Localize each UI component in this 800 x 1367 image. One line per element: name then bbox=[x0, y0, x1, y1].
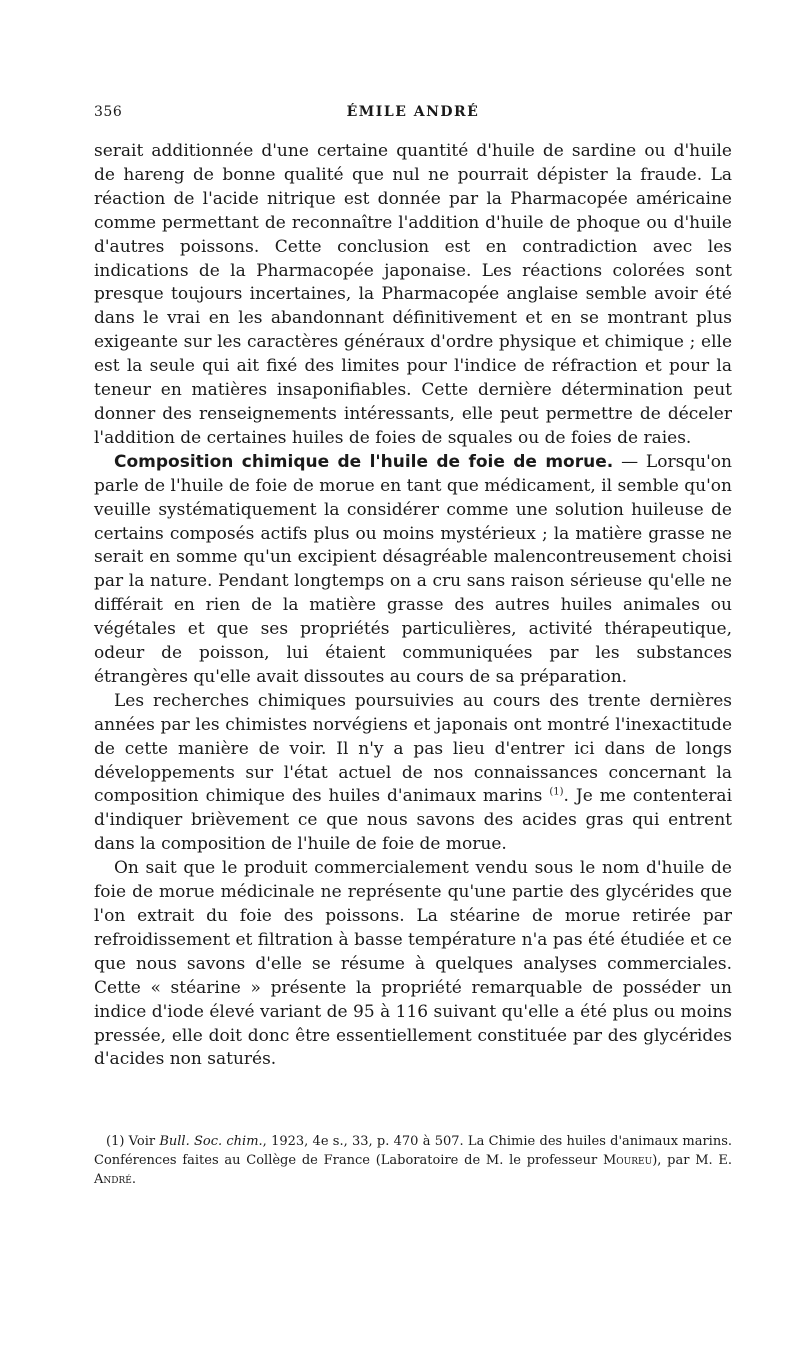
footnote-text bbox=[94, 1132, 732, 1189]
footnote-reference: (1) bbox=[549, 786, 564, 798]
running-head-author: ÉMILE ANDRÉ bbox=[346, 104, 480, 120]
paragraph-continuation: serait additionnée d'une certaine quantité d'huile de sardine ou d'huile de hareng de bonne qualité que nul ne pourrait dépister la fraude. La réaction de l'acide nitrique est donnée par la Pharmacopée américaine comme permettant de reconnaître l'addition d'huile de phoque ou d'huile d'autres poissons. Cette conclusion est en contradiction avec les indications de la Pharmacopée japonaise. Les réactions colorées sont presque toujours incertaines, la Pharmacopée anglaise semble avoir été dans le vrai en les abandonnant définitivement et en se montrant plus exigeante sur les caractères généraux d'ordre physique et chimique ; elle est la seule qui ait fixé des limites pour l'indice de réfraction et pour la teneur en matières insaponifiables. Cette dernière détermination peut donner des renseignements intéressants, elle peut permettre de déceler l'addition de certaines huiles de foies de squales ou de foies de raies. bbox=[94, 141, 732, 448]
paragraph-composition-body: — Lorsqu'on parle de l'huile de foie de morue en tant que médicament, il semble qu'on veuille systématiquement la considérer comme une solution huileuse de certains composés actifs plus ou moins mystérieux ; la matière grasse ne serait en somme qu'un excipient désagréable malencontreusement choisi par la nature. Pendant longtemps on a cru sans raison sérieuse qu'elle ne différait en rien de la matière grasse des autres huiles animales ou végétales et que ses propriétés particulières, activité thérapeutique, odeur de poisson, lui étaient communiquées par les substances étrangères qu'elle avait dissoutes au cours de sa préparation. bbox=[94, 451, 732, 687]
paragraph-research-text-after: . Je me contenterai d'indiquer brièvement ce que nous savons des acides gras qui entrent dans la composition de l'huile de foie de morue. bbox=[94, 786, 733, 855]
footnote bbox=[94, 1132, 732, 1189]
footnote-lead: (1) Voir bbox=[106, 1134, 160, 1149]
footnote-professor: Moureu bbox=[602, 1153, 653, 1168]
footnote-author: André bbox=[94, 1172, 132, 1187]
footnote-after-professor: ), par M. E. bbox=[652, 1153, 733, 1168]
footnote-middle: , 1923, 4e s., 33, p. 470 à 507. La Chimie des huiles d'animaux marins. Conférences faites au Collège de France (Laboratoire de M. le professeur bbox=[94, 1134, 732, 1168]
footnote-end: . bbox=[131, 1172, 136, 1187]
paragraph-composition bbox=[94, 451, 732, 690]
paragraph-research bbox=[94, 690, 732, 857]
paragraph-research-text-before: Les recherches chimiques poursuivies au cours des trente dernières années par les chimistes norvégiens et japonais ont montré l'inexactitude de cette manière de voir. Il n'y a pas lieu d'entrer ici dans de longs développements sur l'état actuel de nos connaissances concernant la composition chimique des huiles d'animaux marins bbox=[94, 690, 732, 807]
paragraph-stearine: On sait que le produit commercialement vendu sous le nom d'huile de foie de morue médicinale ne représente qu'une partie des glycérides que l'on extrait du foie des poissons. La stéarine de morue retirée par refroidissement et filtration à basse température n'a pas été étudiée et ce que nous savons d'elle se résume à quelques analyses commerciales. Cette « stéarine » présente la propriété remarquable de posséder un indice d'iode élevé variant de 95 à 116 suivant qu'elle a été plus ou moins pressée, elle doit donc être essentiellement constituée par des glycérides d'acides non saturés. bbox=[94, 858, 732, 1070]
page-number: 356 bbox=[94, 104, 123, 120]
running-head bbox=[94, 104, 732, 128]
footnote-journal: Bull. Soc. chim. bbox=[159, 1134, 263, 1149]
body-text bbox=[94, 140, 732, 1072]
section-heading: Composition chimique de l'huile de foie de morue. bbox=[114, 451, 614, 472]
